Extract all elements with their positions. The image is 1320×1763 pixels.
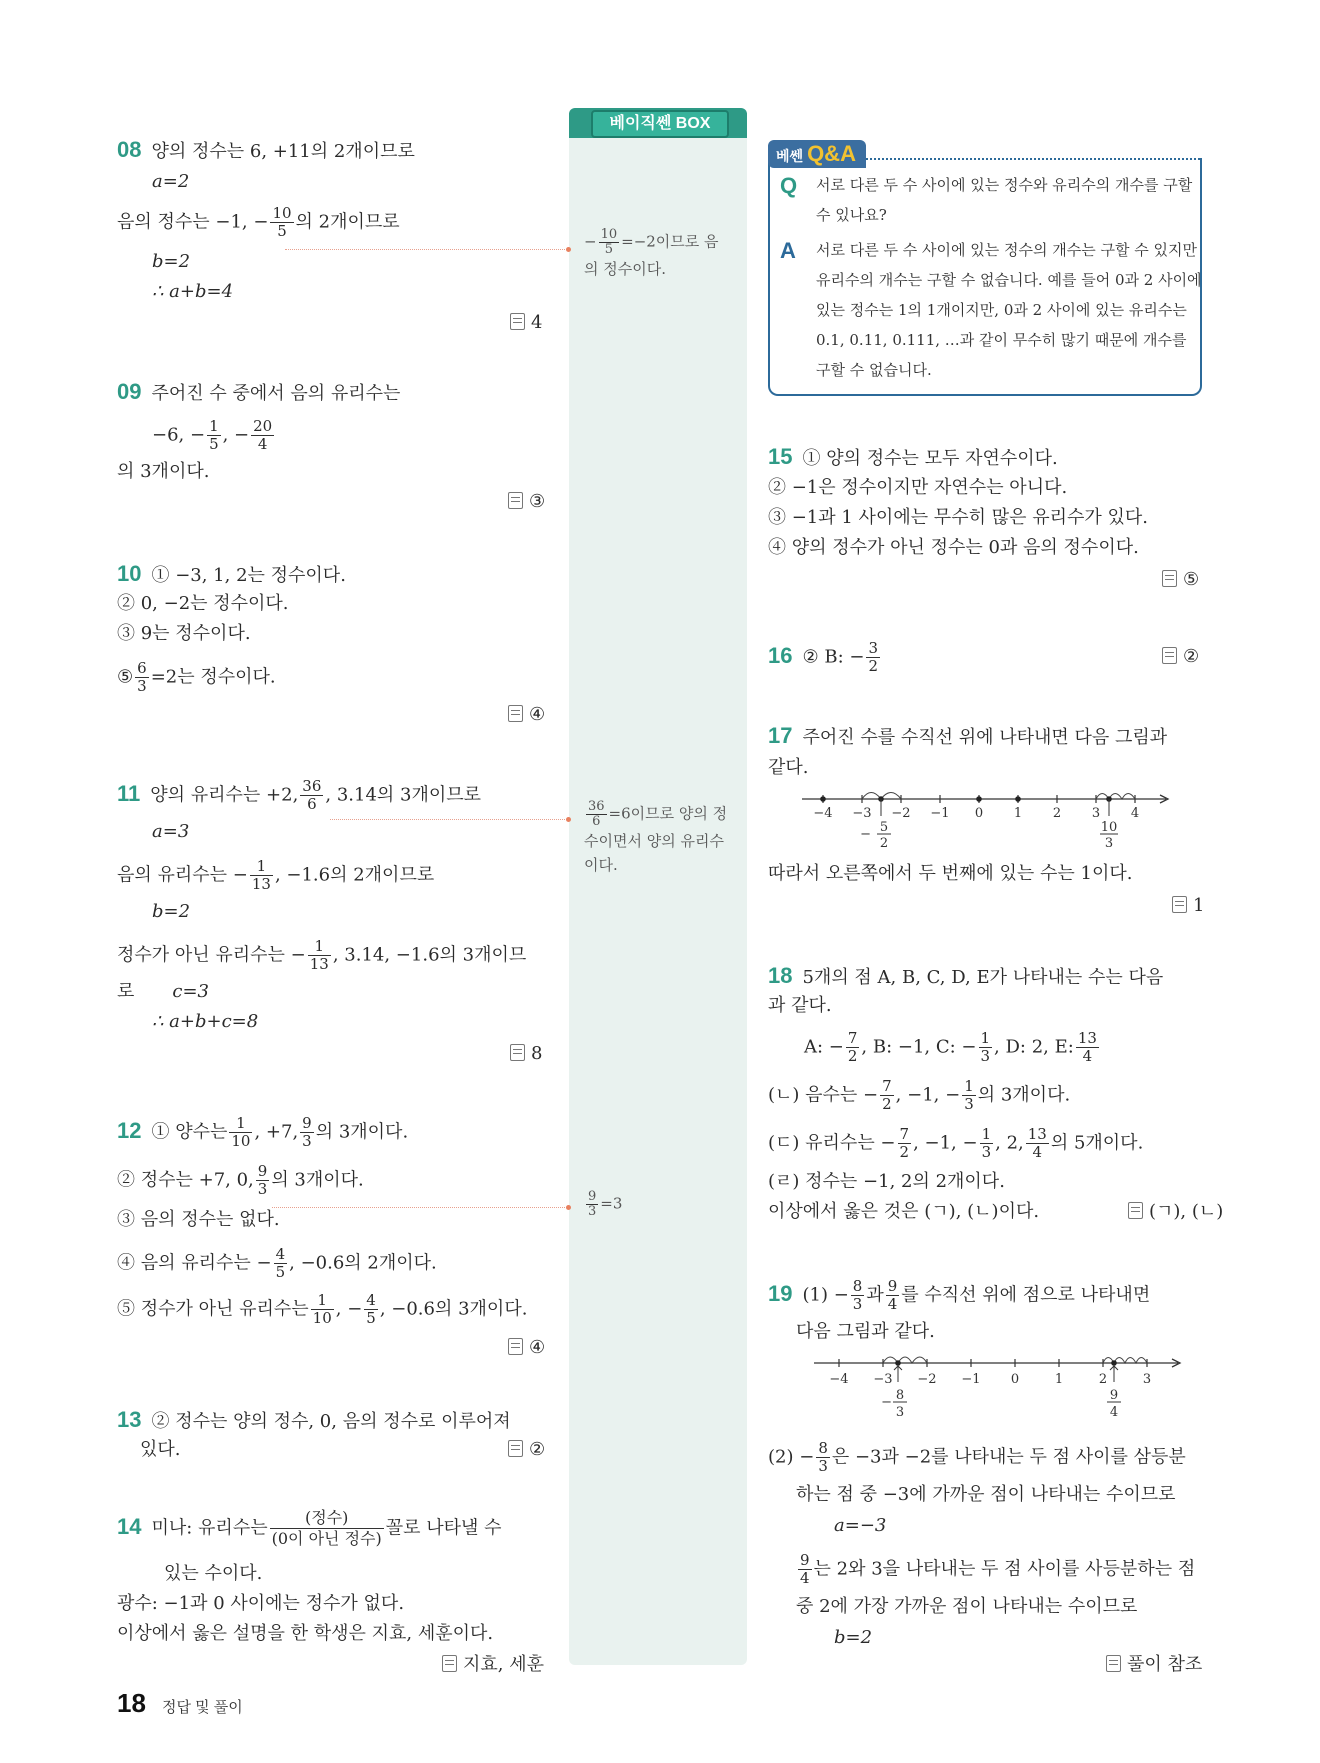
leader-dot bbox=[566, 247, 571, 252]
marker-den: 2 bbox=[879, 836, 889, 851]
answer-badge: ③ bbox=[508, 490, 545, 514]
box-title: 베이직쎈 BOX bbox=[591, 110, 729, 138]
marker-den: 3 bbox=[1104, 836, 1114, 851]
answer-icon bbox=[508, 705, 523, 722]
box-note-2: $\frac{36}{6}$ =6이므로 양의 정 수이면서 양의 유리수 이다. bbox=[584, 799, 728, 874]
answer-badge: 풀이 참조 bbox=[1106, 1653, 1202, 1677]
marker-den: 4 bbox=[1109, 1405, 1119, 1420]
leader-line bbox=[285, 249, 565, 250]
tick-label: 3 bbox=[1091, 806, 1101, 821]
qa-top-border bbox=[850, 158, 1200, 160]
answer-badge: 1 bbox=[1172, 894, 1204, 918]
qa-answer: 서로 다른 두 수 사이에 있는 정수의 개수는 구할 수 있지만 유리수의 개수는 구할 수 없습니다. 예를 들어 0과 2 사이에 있는 정수는 1의 1개이지만, 0과 2 사이에 있는 유리수는 0.1, 0.11, 0.111, …과 같이 무수히 많기 때문에 개수를 구할 수 없습니다. bbox=[816, 241, 1202, 379]
tick-label: −2 bbox=[891, 806, 911, 821]
qa-badge: 베쎈 Q&A bbox=[768, 140, 866, 168]
tick-label: −1 bbox=[961, 1372, 981, 1387]
number-line-19 bbox=[812, 1346, 1182, 1422]
answer-badge: ② bbox=[508, 1438, 545, 1462]
leader-dot bbox=[566, 817, 571, 822]
answer-icon bbox=[510, 313, 525, 330]
tick-label: 2 bbox=[1052, 806, 1062, 821]
answer-icon bbox=[508, 1440, 523, 1457]
tick-label: 0 bbox=[974, 806, 984, 821]
footer-label: 정답 및 풀이 bbox=[162, 1699, 243, 1716]
question-mark-label: Q bbox=[780, 173, 798, 198]
answer-icon bbox=[1106, 1655, 1121, 1672]
answer-icon bbox=[1128, 1202, 1143, 1219]
box-column bbox=[569, 118, 747, 1665]
tick-label: −3 bbox=[852, 806, 872, 821]
box-note-1: − $\frac{10}{5}$ =−2이므로 음 의 정수이다. bbox=[584, 227, 719, 278]
box-note-3: $\frac{9}{3}$ =3 bbox=[588, 1189, 623, 1219]
marker-den: 3 bbox=[895, 1405, 905, 1420]
tick-label: 3 bbox=[1142, 1372, 1152, 1387]
marker-num: 8 bbox=[895, 1388, 905, 1403]
marker-num: 10 bbox=[1100, 820, 1118, 835]
answer-badge: 8 bbox=[510, 1042, 542, 1066]
answer-icon bbox=[1172, 896, 1187, 913]
marker-num: 9 bbox=[1109, 1388, 1119, 1403]
answer-badge: (ㄱ), (ㄴ) bbox=[1128, 1200, 1223, 1224]
leader-line bbox=[330, 819, 565, 820]
answer-label: A bbox=[780, 238, 796, 263]
answer-badge: ⑤ bbox=[1162, 568, 1199, 592]
tick-label: 1 bbox=[1013, 806, 1023, 821]
answer-icon bbox=[1162, 570, 1177, 587]
answer-badge: 4 bbox=[510, 311, 542, 335]
box-header bbox=[569, 108, 747, 138]
answer-badge: ④ bbox=[508, 1336, 545, 1360]
answer-icon bbox=[508, 1338, 523, 1355]
tick-label: −2 bbox=[917, 1372, 937, 1387]
answer-icon bbox=[1162, 647, 1177, 664]
marker-num: 5 bbox=[879, 820, 889, 835]
page-number: 18 bbox=[117, 1688, 146, 1718]
tick-label: −4 bbox=[829, 1372, 849, 1387]
leader-line bbox=[272, 1207, 565, 1208]
marker-sign: − bbox=[881, 1395, 892, 1410]
tick-label: −1 bbox=[930, 806, 950, 821]
tick-label: −3 bbox=[873, 1372, 893, 1387]
answer-badge: 지효, 세훈 bbox=[442, 1653, 544, 1677]
tick-label: 1 bbox=[1054, 1372, 1064, 1387]
answer-icon bbox=[508, 492, 523, 509]
qa-question: 서로 다른 두 수 사이에 있는 정수와 유리수의 개수를 구할 수 있나요? bbox=[816, 176, 1193, 224]
marker-sign: − bbox=[860, 827, 871, 842]
answer-icon bbox=[510, 1044, 525, 1061]
tick-label: 0 bbox=[1010, 1372, 1020, 1387]
answer-icon bbox=[442, 1655, 457, 1672]
tick-label: 2 bbox=[1098, 1372, 1108, 1387]
answer-badge: ② bbox=[1162, 645, 1199, 669]
number-line-17 bbox=[800, 782, 1170, 852]
tick-label: −4 bbox=[813, 806, 833, 821]
tick-label: 4 bbox=[1130, 806, 1140, 821]
leader-dot bbox=[566, 1205, 571, 1210]
answer-badge: ④ bbox=[508, 703, 545, 727]
